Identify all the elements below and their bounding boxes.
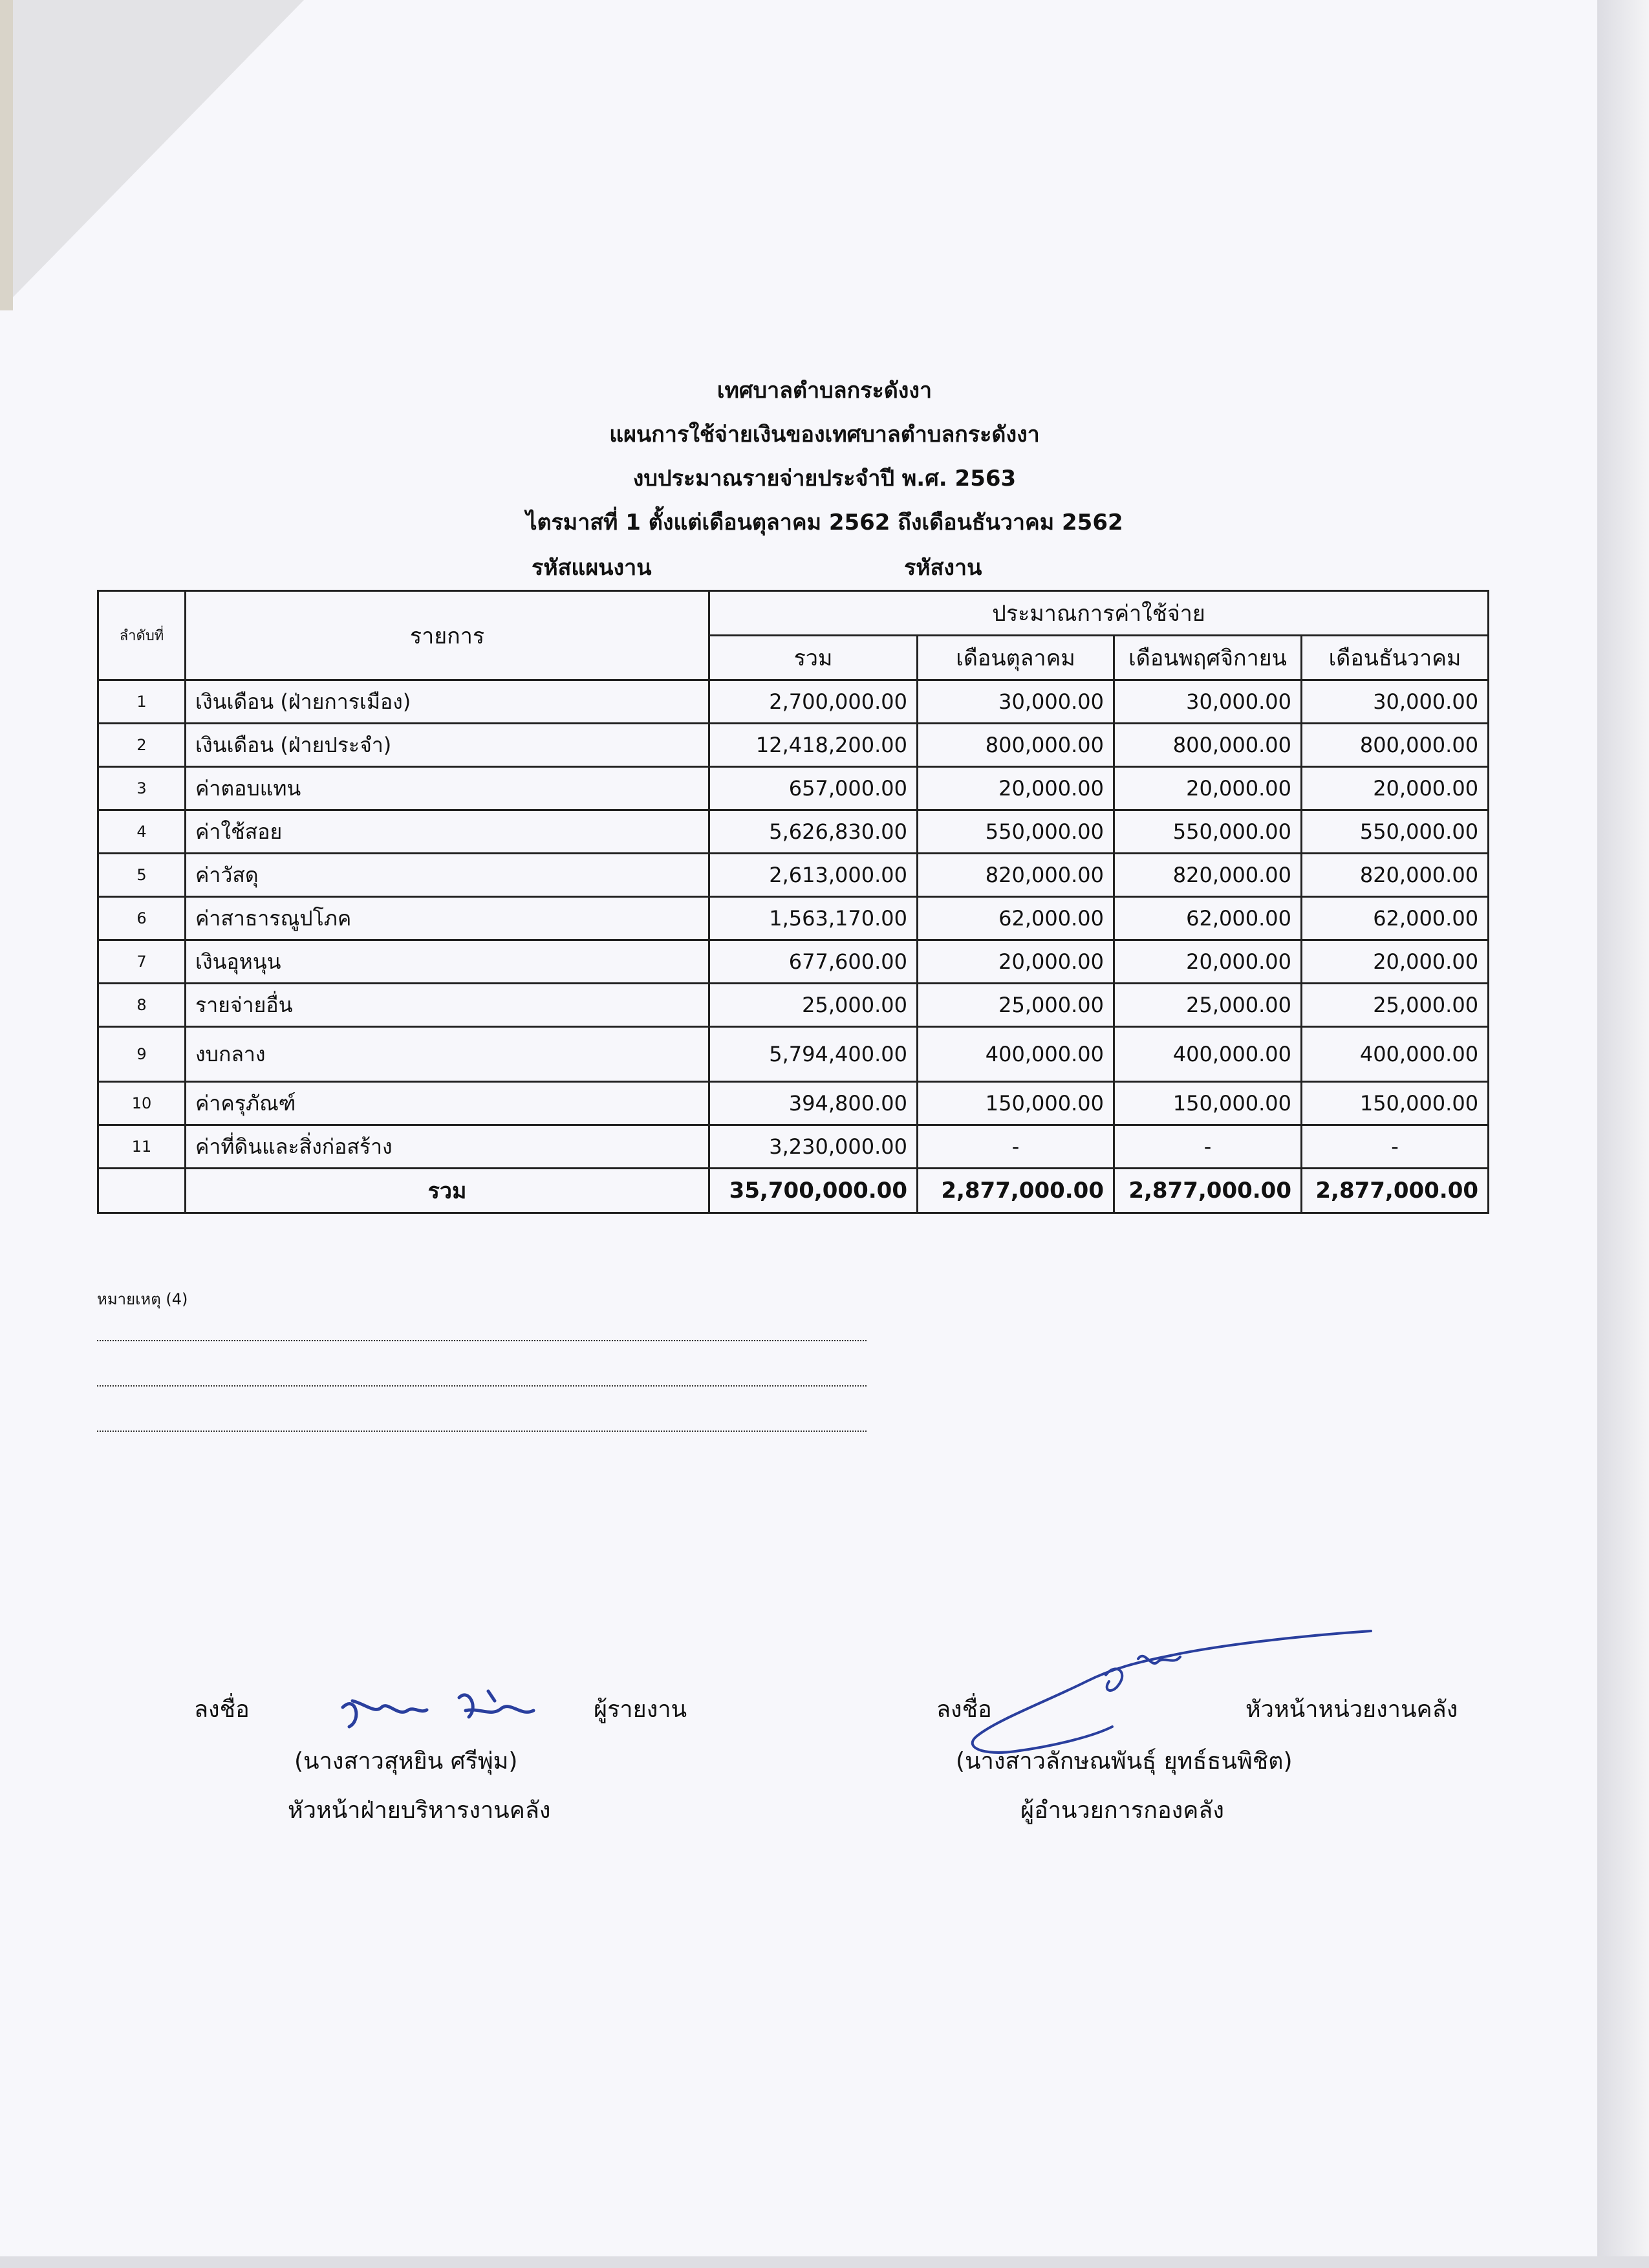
left-handwritten-signature xyxy=(336,1681,550,1740)
row-october: 62,000.00 xyxy=(918,897,1114,940)
row-index: 3 xyxy=(98,767,186,810)
row-october: 30,000.00 xyxy=(918,680,1114,724)
row-item: เงินอุหนุน xyxy=(186,940,709,984)
row-october: 820,000.00 xyxy=(918,854,1114,897)
row-december: 550,000.00 xyxy=(1302,810,1489,854)
total-november: 2,877,000.00 xyxy=(1114,1169,1302,1213)
row-october: - xyxy=(918,1125,1114,1169)
header-item: รายการ xyxy=(186,591,709,680)
header-november: เดือนพฤศจิกายน xyxy=(1114,636,1302,680)
row-total: 394,800.00 xyxy=(709,1082,918,1125)
row-index: 10 xyxy=(98,1082,186,1125)
scan-edge-bottom xyxy=(0,2256,1649,2268)
row-index: 7 xyxy=(98,940,186,984)
row-total: 1,563,170.00 xyxy=(709,897,918,940)
row-item: ค่าใช้สอย xyxy=(186,810,709,854)
total-october: 2,877,000.00 xyxy=(918,1169,1114,1213)
row-total: 3,230,000.00 xyxy=(709,1125,918,1169)
row-october: 400,000.00 xyxy=(918,1027,1114,1082)
row-total: 5,626,830.00 xyxy=(709,810,918,854)
plan-title: แผนการใช้จ่ายเงินของเทศบาลตำบลกระดังงา xyxy=(609,422,1040,448)
budget-year-title: งบประมาณรายจ่ายประจำปี พ.ศ. 2563 xyxy=(632,466,1017,491)
row-total: 5,794,400.00 xyxy=(709,1027,918,1082)
row-index: 8 xyxy=(98,984,186,1027)
row-item: เงินเดือน (ฝ่ายการเมือง) xyxy=(186,680,709,724)
row-december: 20,000.00 xyxy=(1302,940,1489,984)
table-row xyxy=(98,1125,1489,1169)
row-october: 20,000.00 xyxy=(918,940,1114,984)
row-november: 20,000.00 xyxy=(1114,940,1302,984)
right-signer-name: (นางสาวลักษณพันธุ์ ยุทธ์ธนพิชิต) xyxy=(956,1748,1293,1775)
work-code-label: รหัสงาน xyxy=(904,555,982,581)
row-november: 800,000.00 xyxy=(1114,724,1302,767)
row-december: 150,000.00 xyxy=(1302,1082,1489,1125)
remark-line-2 xyxy=(97,1385,867,1387)
header-october: เดือนตุลาคม xyxy=(918,636,1114,680)
row-november: 20,000.00 xyxy=(1114,767,1302,810)
row-november: 550,000.00 xyxy=(1114,810,1302,854)
row-december: 820,000.00 xyxy=(1302,854,1489,897)
table-row xyxy=(98,810,1489,854)
remark-line-1 xyxy=(97,1340,867,1341)
table-row xyxy=(98,984,1489,1027)
row-item: ค่าตอบแทน xyxy=(186,767,709,810)
row-november: 400,000.00 xyxy=(1114,1027,1302,1082)
row-october: 150,000.00 xyxy=(918,1082,1114,1125)
header-estimate-group: ประมาณการค่าใช้จ่าย xyxy=(709,591,1489,636)
right-signer-position: ผู้อำนวยการกองคลัง xyxy=(1020,1797,1224,1824)
row-total: 25,000.00 xyxy=(709,984,918,1027)
row-item: รายจ่ายอื่น xyxy=(186,984,709,1027)
row-index: 11 xyxy=(98,1125,186,1169)
table-row xyxy=(98,1082,1489,1125)
row-december: 62,000.00 xyxy=(1302,897,1489,940)
header-index: ลำดับที่ xyxy=(98,591,186,680)
row-index: 9 xyxy=(98,1027,186,1082)
row-december: 30,000.00 xyxy=(1302,680,1489,724)
total-sum: 35,700,000.00 xyxy=(709,1169,918,1213)
row-december: 400,000.00 xyxy=(1302,1027,1489,1082)
row-december: 25,000.00 xyxy=(1302,984,1489,1027)
row-october: 550,000.00 xyxy=(918,810,1114,854)
row-item: ค่าที่ดินและสิ่งก่อสร้าง xyxy=(186,1125,709,1169)
total-label: รวม xyxy=(186,1169,709,1213)
row-index: 5 xyxy=(98,854,186,897)
quarter-title: ไตรมาสที่ 1 ตั้งแต่เดือนตุลาคม 2562 ถึงเดือนธันวาคม 2562 xyxy=(526,510,1123,535)
row-november: 25,000.00 xyxy=(1114,984,1302,1027)
left-role-label: ผู้รายงาน xyxy=(594,1696,687,1723)
left-signer-position: หัวหน้าฝ่ายบริหารงานคลัง xyxy=(288,1797,551,1824)
row-index: 6 xyxy=(98,897,186,940)
row-november: 30,000.00 xyxy=(1114,680,1302,724)
right-handwritten-signature xyxy=(957,1610,1384,1766)
plan-code-label: รหัสแผนงาน xyxy=(532,555,652,581)
row-december: - xyxy=(1302,1125,1489,1169)
remark-line-3 xyxy=(97,1431,867,1432)
table-row xyxy=(98,940,1489,984)
header-december: เดือนธันวาคม xyxy=(1302,636,1489,680)
scan-edge-right xyxy=(1597,0,1649,2268)
right-sign-label: ลงชื่อ xyxy=(936,1696,992,1723)
row-total: 677,600.00 xyxy=(709,940,918,984)
row-december: 800,000.00 xyxy=(1302,724,1489,767)
row-item: เงินเดือน (ฝ่ายประจำ) xyxy=(186,724,709,767)
row-item: งบกลาง xyxy=(186,1027,709,1082)
row-item: ค่าวัสดุ xyxy=(186,854,709,897)
row-november: 150,000.00 xyxy=(1114,1082,1302,1125)
remark-label: หมายเหตุ (4) xyxy=(97,1290,188,1308)
row-october: 25,000.00 xyxy=(918,984,1114,1027)
row-november: 820,000.00 xyxy=(1114,854,1302,897)
left-signer-name: (นางสาวสุหยิน ศรีพุ่ม) xyxy=(294,1748,518,1775)
table-header-row-1 xyxy=(98,591,1489,636)
row-item: ค่าสาธารณูปโภค xyxy=(186,897,709,940)
budget-table xyxy=(97,590,1489,1214)
total-index-blank xyxy=(98,1169,186,1213)
org-title: เทศบาลตำบลกระดังงา xyxy=(717,378,932,404)
row-total: 2,613,000.00 xyxy=(709,854,918,897)
row-november: - xyxy=(1114,1125,1302,1169)
table-row xyxy=(98,1027,1489,1082)
row-index: 4 xyxy=(98,810,186,854)
row-index: 2 xyxy=(98,724,186,767)
row-october: 20,000.00 xyxy=(918,767,1114,810)
table-row xyxy=(98,897,1489,940)
right-role-label: หัวหน้าหน่วยงานคลัง xyxy=(1245,1696,1458,1723)
folded-corner xyxy=(0,0,304,310)
table-row xyxy=(98,724,1489,767)
row-total: 657,000.00 xyxy=(709,767,918,810)
row-october: 800,000.00 xyxy=(918,724,1114,767)
header-total: รวม xyxy=(709,636,918,680)
row-december: 20,000.00 xyxy=(1302,767,1489,810)
total-december: 2,877,000.00 xyxy=(1302,1169,1489,1213)
row-total: 2,700,000.00 xyxy=(709,680,918,724)
row-total: 12,418,200.00 xyxy=(709,724,918,767)
table-row xyxy=(98,767,1489,810)
left-sign-label: ลงชื่อ xyxy=(194,1696,250,1723)
table-row xyxy=(98,854,1489,897)
table-total-row xyxy=(98,1169,1489,1213)
row-index: 1 xyxy=(98,680,186,724)
row-november: 62,000.00 xyxy=(1114,897,1302,940)
row-item: ค่าครุภัณฑ์ xyxy=(186,1082,709,1125)
folded-corner-edge xyxy=(0,0,13,310)
table-row xyxy=(98,680,1489,724)
